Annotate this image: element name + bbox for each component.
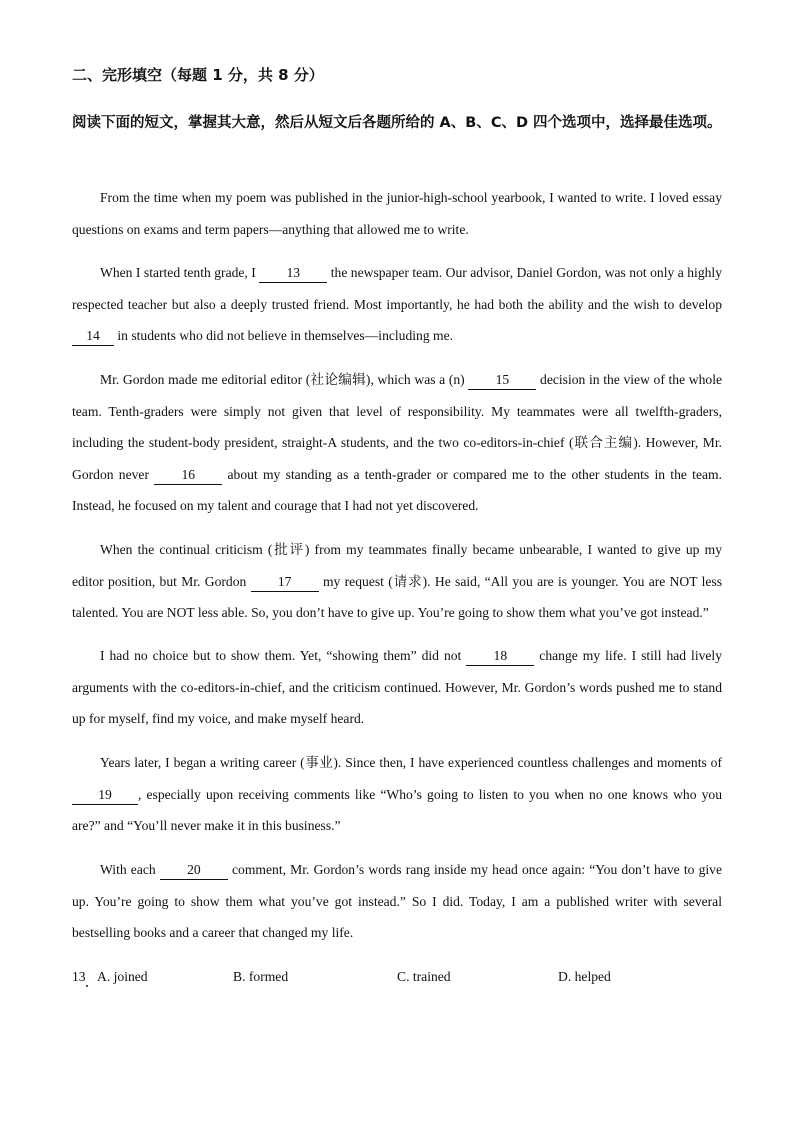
blank-13: 13 (259, 264, 327, 283)
paragraph-text: With each (100, 862, 160, 877)
paragraph-text: When I started tenth grade, I (100, 265, 260, 280)
blank-15: 15 (468, 371, 536, 390)
stray-mark (86, 985, 88, 987)
section-title: 二、完形填空（每题 1 分，共 8 分） (72, 66, 324, 84)
blank-19: 19 (72, 786, 138, 805)
blank-16: 16 (154, 466, 222, 485)
blank-14: 14 (72, 327, 114, 346)
option-c[interactable]: C. trained (397, 969, 451, 984)
passage-paragraph-1 (72, 182, 722, 245)
question-13-options (72, 966, 722, 988)
paragraph-text: decision in the view of the whole team. Tenth-graders were simply not given that level of responsibility. My teammates were all twelfth-graders, including the student-body president, straight-A students, and the two co-editors-in-chief (联合主编). However, Mr. Gordon never (72, 372, 723, 482)
paragraph-text: the newspaper team. Our advisor, Daniel Gordon, was not only a highly respected teacher but also a deeply trusted friend. Most importantly, he had both the ability and the wish to develop (72, 265, 722, 312)
paragraph-text: comment, Mr. Gordon’s words rang inside my head once again: “You don’t have to give up. You’re going to show them what you’ve got instead.” So I did. Today, I am a published writer with several bestselling books and a career that changed my life. (72, 862, 722, 940)
blank-17: 17 (251, 573, 319, 592)
passage-paragraph-7 (72, 854, 722, 949)
passage-paragraph-3 (72, 364, 722, 522)
paragraph-text: in students who did not believe in themselves—including me. (114, 328, 454, 343)
paragraph-text: I had no choice but to show them. Yet, “showing them” did not (100, 648, 467, 663)
paragraph-text: about my standing as a tenth-grader or compared me to the other students in the team. Instead, he focused on my talent and courage that I had not yet discovered. (72, 466, 722, 513)
instructions: 阅读下面的短文，掌握其大意，然后从短文后各题所给的 A、B、C、D 四个选项中，选择最佳选项。 (72, 115, 722, 131)
paragraph-text: From the time when my poem was published in the junior-high-school yearbook, I wanted to write. I loved essay questions on exams and term papers—anything that allowed me to write. (72, 190, 722, 237)
question-number: 13 (72, 969, 86, 984)
paragraph-text: Mr. Gordon made me editorial editor (社论编辑), which was a (n) (100, 372, 469, 387)
paragraph-text: Years later, I began a writing career (事业). Since then, I have experienced countless challenges and moments of (100, 755, 722, 770)
paragraph-text: change my life. I still had lively arguments with the co-editors-in-chief, and the criticism continued. However, Mr. Gordon’s words pushed me to stand up for myself, find my voice, and make myself heard. (72, 648, 722, 726)
passage-paragraph-2 (72, 257, 722, 352)
option-b[interactable]: B. formed (233, 969, 289, 984)
passage-paragraph-4 (72, 534, 722, 629)
paragraph-text: my request (请求). He said, “All you are is younger. You are NOT less talented. You are NOT less able. So, you don’t have to give up. You’re going to show them what you’ve got instead.” (72, 573, 723, 620)
option-d[interactable]: D. helped (558, 969, 611, 984)
option-a[interactable]: A. joined (97, 969, 148, 984)
passage-paragraph-5 (72, 640, 722, 735)
passage-paragraph-6 (72, 747, 722, 842)
blank-18: 18 (466, 647, 534, 666)
paragraph-text: When the continual criticism (批评) from my teammates finally became unbearable, I wanted to give up my editor position, but Mr. Gordon (72, 542, 722, 589)
paragraph-text: , especially upon receiving comments like “Who’s going to listen to you when no one knows who you are?” and “You’ll never make it in this business.” (72, 786, 722, 833)
blank-20: 20 (160, 861, 228, 880)
